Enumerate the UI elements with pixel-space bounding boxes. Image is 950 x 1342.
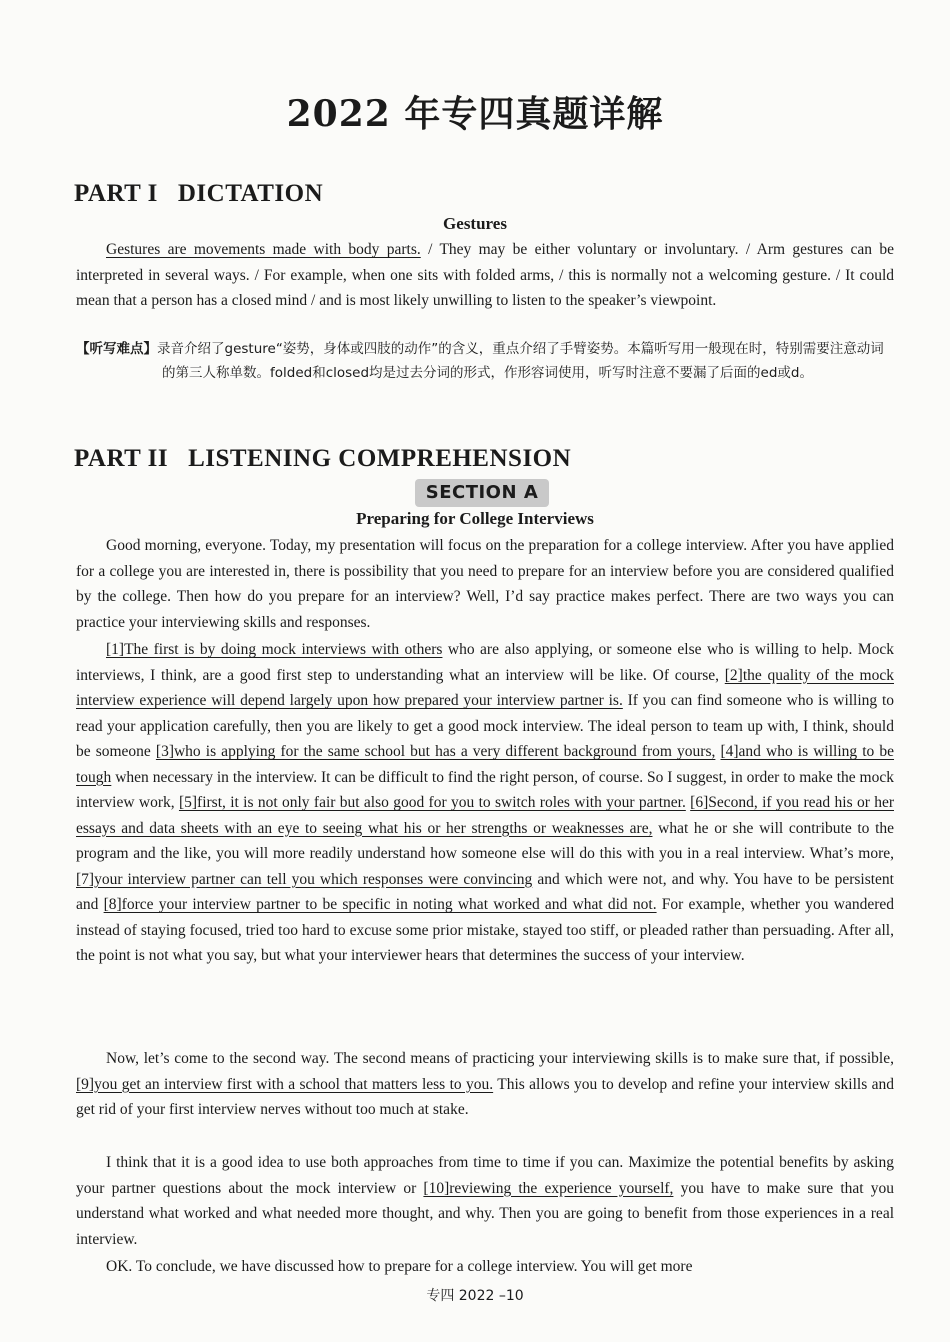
section-badge: SECTION A: [415, 479, 549, 507]
answer-7: [7]your interview partner can tell you which responses were convincing: [76, 870, 533, 888]
answer-4: [4]and who is willing to be tough: [76, 743, 895, 786]
part2-number: PART II: [74, 445, 169, 472]
listening-para-1: Good morning, everyone. Today, my presentation will focus on the preparation for a college interview. After you have applied for a college you are interested in, there is possibility that you need to prepare for an interview before you are considered qualified by the college. Then how do you prepare for an interview? Well, I’d say practice makes perfect. There are two ways you can practice your interviewing skills and responses.: [76, 537, 894, 631]
note-label: 【听写难点】: [76, 341, 157, 357]
text-span: For example, whether you wandered instead of staying focused, tried too hard to excuse some prior mistake, stayed too stiff, or pleaded rather than persuading. After all, the point is not what you say, but what your interviewer hears that determines the success of your interview.: [76, 896, 894, 964]
part1-number: PART I: [74, 180, 158, 207]
page-footer: 专四 2022 –10: [426, 1288, 524, 1304]
page-title: 2022 年专四真题详解: [286, 93, 664, 135]
answer-9: [9]you get an interview first with a school that matters less to you.: [76, 1075, 494, 1093]
listening-para-2: [76, 637, 894, 969]
dictation-text: [76, 237, 894, 314]
answer-5: [5]first, it is not only fair but also good for you to switch roles with your partner.: [178, 794, 686, 811]
text-span: If you can find someone who is willing to read your application carefully, then you are likely to get a good mock interview. The ideal person to team up with, I think, should be someone: [76, 692, 895, 760]
text-span: I think that it is a good idea to use both approaches from time to time if you can. Maximize the potential benefits by asking your partner questions about the mock interview or: [76, 1154, 894, 1197]
text-span: Now, let’s come to the second way. The second means of practicing your interviewing skills is to make sure that, if possible,: [106, 1050, 894, 1067]
text-span: who are also applying, or someone else who is willing to help. Mock interviews, I think, are a good first step to understanding what an interview will be like. Of course,: [76, 641, 894, 684]
answer-1: [1]The first is by doing mock interviews with others: [106, 641, 443, 658]
listening-para-4: [76, 1150, 894, 1252]
text-span: This allows you to develop and refine your interview skills and get rid of your first interview nerves without too much at stake.: [76, 1075, 894, 1118]
answer-6: [6]Second, if you read his or her essays and data sheets with an eye to seeing what his or her strengths or weaknesses are,: [76, 794, 894, 837]
listening-para-5: OK. To conclude, we have discussed how to prepare for a college interview. You will get more: [106, 1258, 693, 1275]
answer-3: [3]who is applying for the same school but has a very different background from yours,: [155, 743, 716, 760]
listening-para-3: [76, 1046, 894, 1123]
note-text: 录音介绍了gesture“姿势，身体或四肢的动作”的含义，重点介绍了手臂姿势。本篇听写用一般现在时，特别需要注意动词的第三人称单数。folded和closed均是过去分词的形式，作形容词使用，听写时注意不要漏了后面的ed或d。: [157, 341, 884, 381]
answer-10: [10]reviewing the experience yourself,: [423, 1179, 674, 1197]
part1-name: DICTATION: [177, 180, 324, 207]
answer-2: [2]the quality of the mock interview experience will depend largely upon how prepared your interview partner is.: [76, 666, 894, 709]
listening-title: Preparing for College Interviews: [356, 509, 594, 528]
part2-name: LISTENING COMPREHENSION: [188, 445, 572, 472]
dictation-note: [76, 337, 894, 385]
text-span: and which were not, and why. You have to be persistent and: [76, 870, 894, 913]
part2-heading: [74, 445, 571, 473]
dictation-title: Gestures: [443, 214, 507, 233]
text-span: you have to make sure that you understand what worked and what needed more thought, and why. Then you are going to benefit from those experiences in a real interview.: [76, 1179, 894, 1248]
text-span: what he or she will contribute to the program and the like, you will more readily understand how someone else will do this with you in a real interview. What’s more,: [76, 819, 895, 862]
part1-heading: [74, 180, 323, 208]
dictation-answer: Gestures are movements made with body parts.: [106, 241, 421, 258]
dictation-rest: / They may be either voluntary or involuntary. / Arm gestures can be interpreted in several ways. / For example, when one sits with folded arms, / this is normally not a welcoming gesture. / It could mean that a person has a closed mind / and is most likely unwilling to listen to the speaker’s viewpoint.: [76, 241, 894, 309]
text-span: when necessary in the interview. It can be difficult to find the right person, of course. So I suggest, in order to make the mock interview work,: [76, 768, 894, 811]
answer-8: [8]force your interview partner to be specific in noting what worked and what did not.: [103, 896, 657, 913]
